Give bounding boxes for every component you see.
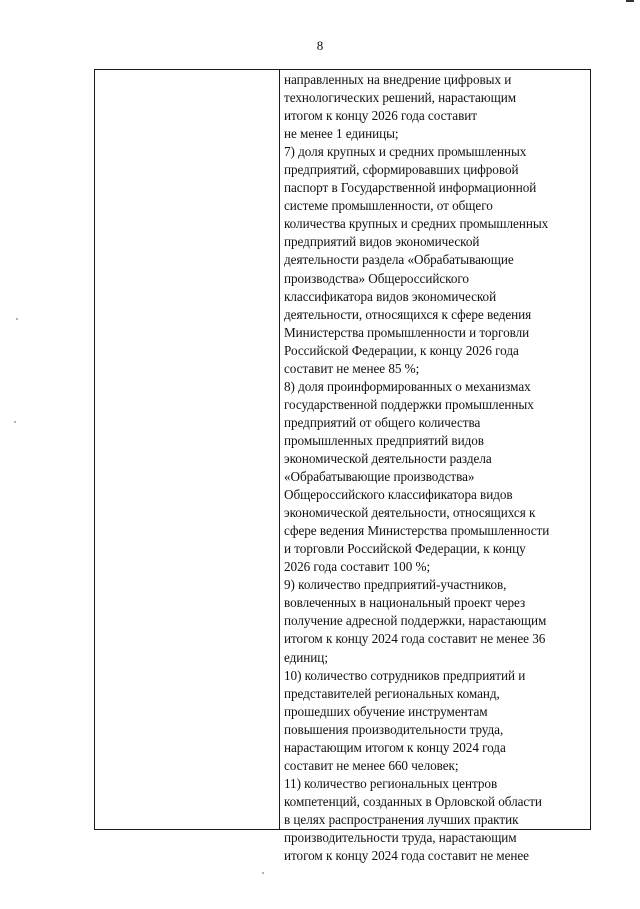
table-left-column	[95, 70, 280, 829]
text-line: предприятий, сформировавших цифровой	[284, 162, 519, 178]
text-line: предприятий видов экономической	[284, 234, 480, 250]
text-line: технологических решений, нарастающим	[284, 90, 516, 106]
text-line: экономической деятельности, относящихся к	[284, 505, 536, 521]
text-line: не менее 1 единицы;	[284, 126, 399, 142]
text-line: производительности труда, нарастающим	[284, 829, 517, 845]
text-line: деятельности, относящихся к сфере ведения	[284, 306, 532, 322]
text-line: итогом к концу 2026 года составит	[284, 108, 477, 124]
text-line: Общероссийского классификатора видов	[284, 487, 513, 503]
text-line: промышленных предприятий видов	[284, 432, 484, 448]
text-line: государственной поддержки промышленных	[284, 396, 534, 412]
text-line: паспорт в Государственной информационной	[284, 180, 537, 196]
text-line: повышения производительности труда,	[284, 721, 504, 737]
text-line: в целях распространения лучших практик	[284, 811, 519, 827]
text-line: деятельности раздела «Обрабатывающие	[284, 252, 514, 268]
text-line: 2026 года составит 100 %;	[284, 559, 431, 575]
text-line: Российской Федерации, к концу 2026 года	[284, 342, 519, 358]
text-line: направленных на внедрение цифровых и	[284, 72, 512, 87]
scan-speck	[14, 421, 16, 423]
text-line: «Обрабатывающие производства»	[284, 469, 475, 485]
text-line: и торговли Российской Федерации, к концу	[284, 541, 526, 557]
text-line: экономической деятельности раздела	[284, 450, 492, 466]
text-line: Министерства промышленности и торговли	[284, 324, 530, 340]
text-line: итогом к концу 2024 года составит не менее 36	[284, 631, 546, 647]
text-line: прошедших обучение инструментам	[284, 703, 488, 719]
scan-speck	[262, 872, 264, 874]
text-line: предприятий от общего количества	[284, 414, 481, 430]
scan-speck	[16, 318, 18, 320]
table-right-column	[284, 71, 589, 864]
text-line: составит не менее 660 человек;	[284, 757, 459, 773]
text-line: системе промышленности, от общего	[284, 198, 493, 214]
page-number: 8	[316, 38, 324, 53]
document-table	[94, 69, 591, 864]
text-line: 11) количество региональных центров	[284, 775, 498, 791]
text-line: составит не менее 85 %;	[284, 360, 420, 376]
text-line: итогом к концу 2024 года составит не менее	[284, 848, 529, 864]
text-line: 8) доля проинформированных о механизмах	[284, 378, 531, 394]
text-line: производства» Общероссийского	[284, 270, 469, 286]
text-line: нарастающим итогом к концу 2024 года	[284, 739, 506, 755]
scan-edge-mark	[626, 0, 634, 2]
text-line: 10) количество сотрудников предприятий и	[284, 667, 526, 683]
text-line: сфере ведения Министерства промышленности	[284, 523, 550, 539]
text-line: 7) доля крупных и средних промышленных	[284, 144, 527, 160]
text-line: вовлеченных в национальный проект через	[284, 595, 526, 611]
text-line: единиц;	[284, 649, 328, 665]
text-line: 9) количество предприятий-участников,	[284, 577, 507, 593]
text-line: количества крупных и средних промышленных	[284, 216, 549, 232]
text-line: представителей региональных команд,	[284, 685, 500, 701]
text-line: получение адресной поддержки, нарастающим	[284, 613, 547, 629]
text-line: компетенций, созданных в Орловской области	[284, 793, 542, 809]
text-line: классификатора видов экономической	[284, 288, 497, 304]
